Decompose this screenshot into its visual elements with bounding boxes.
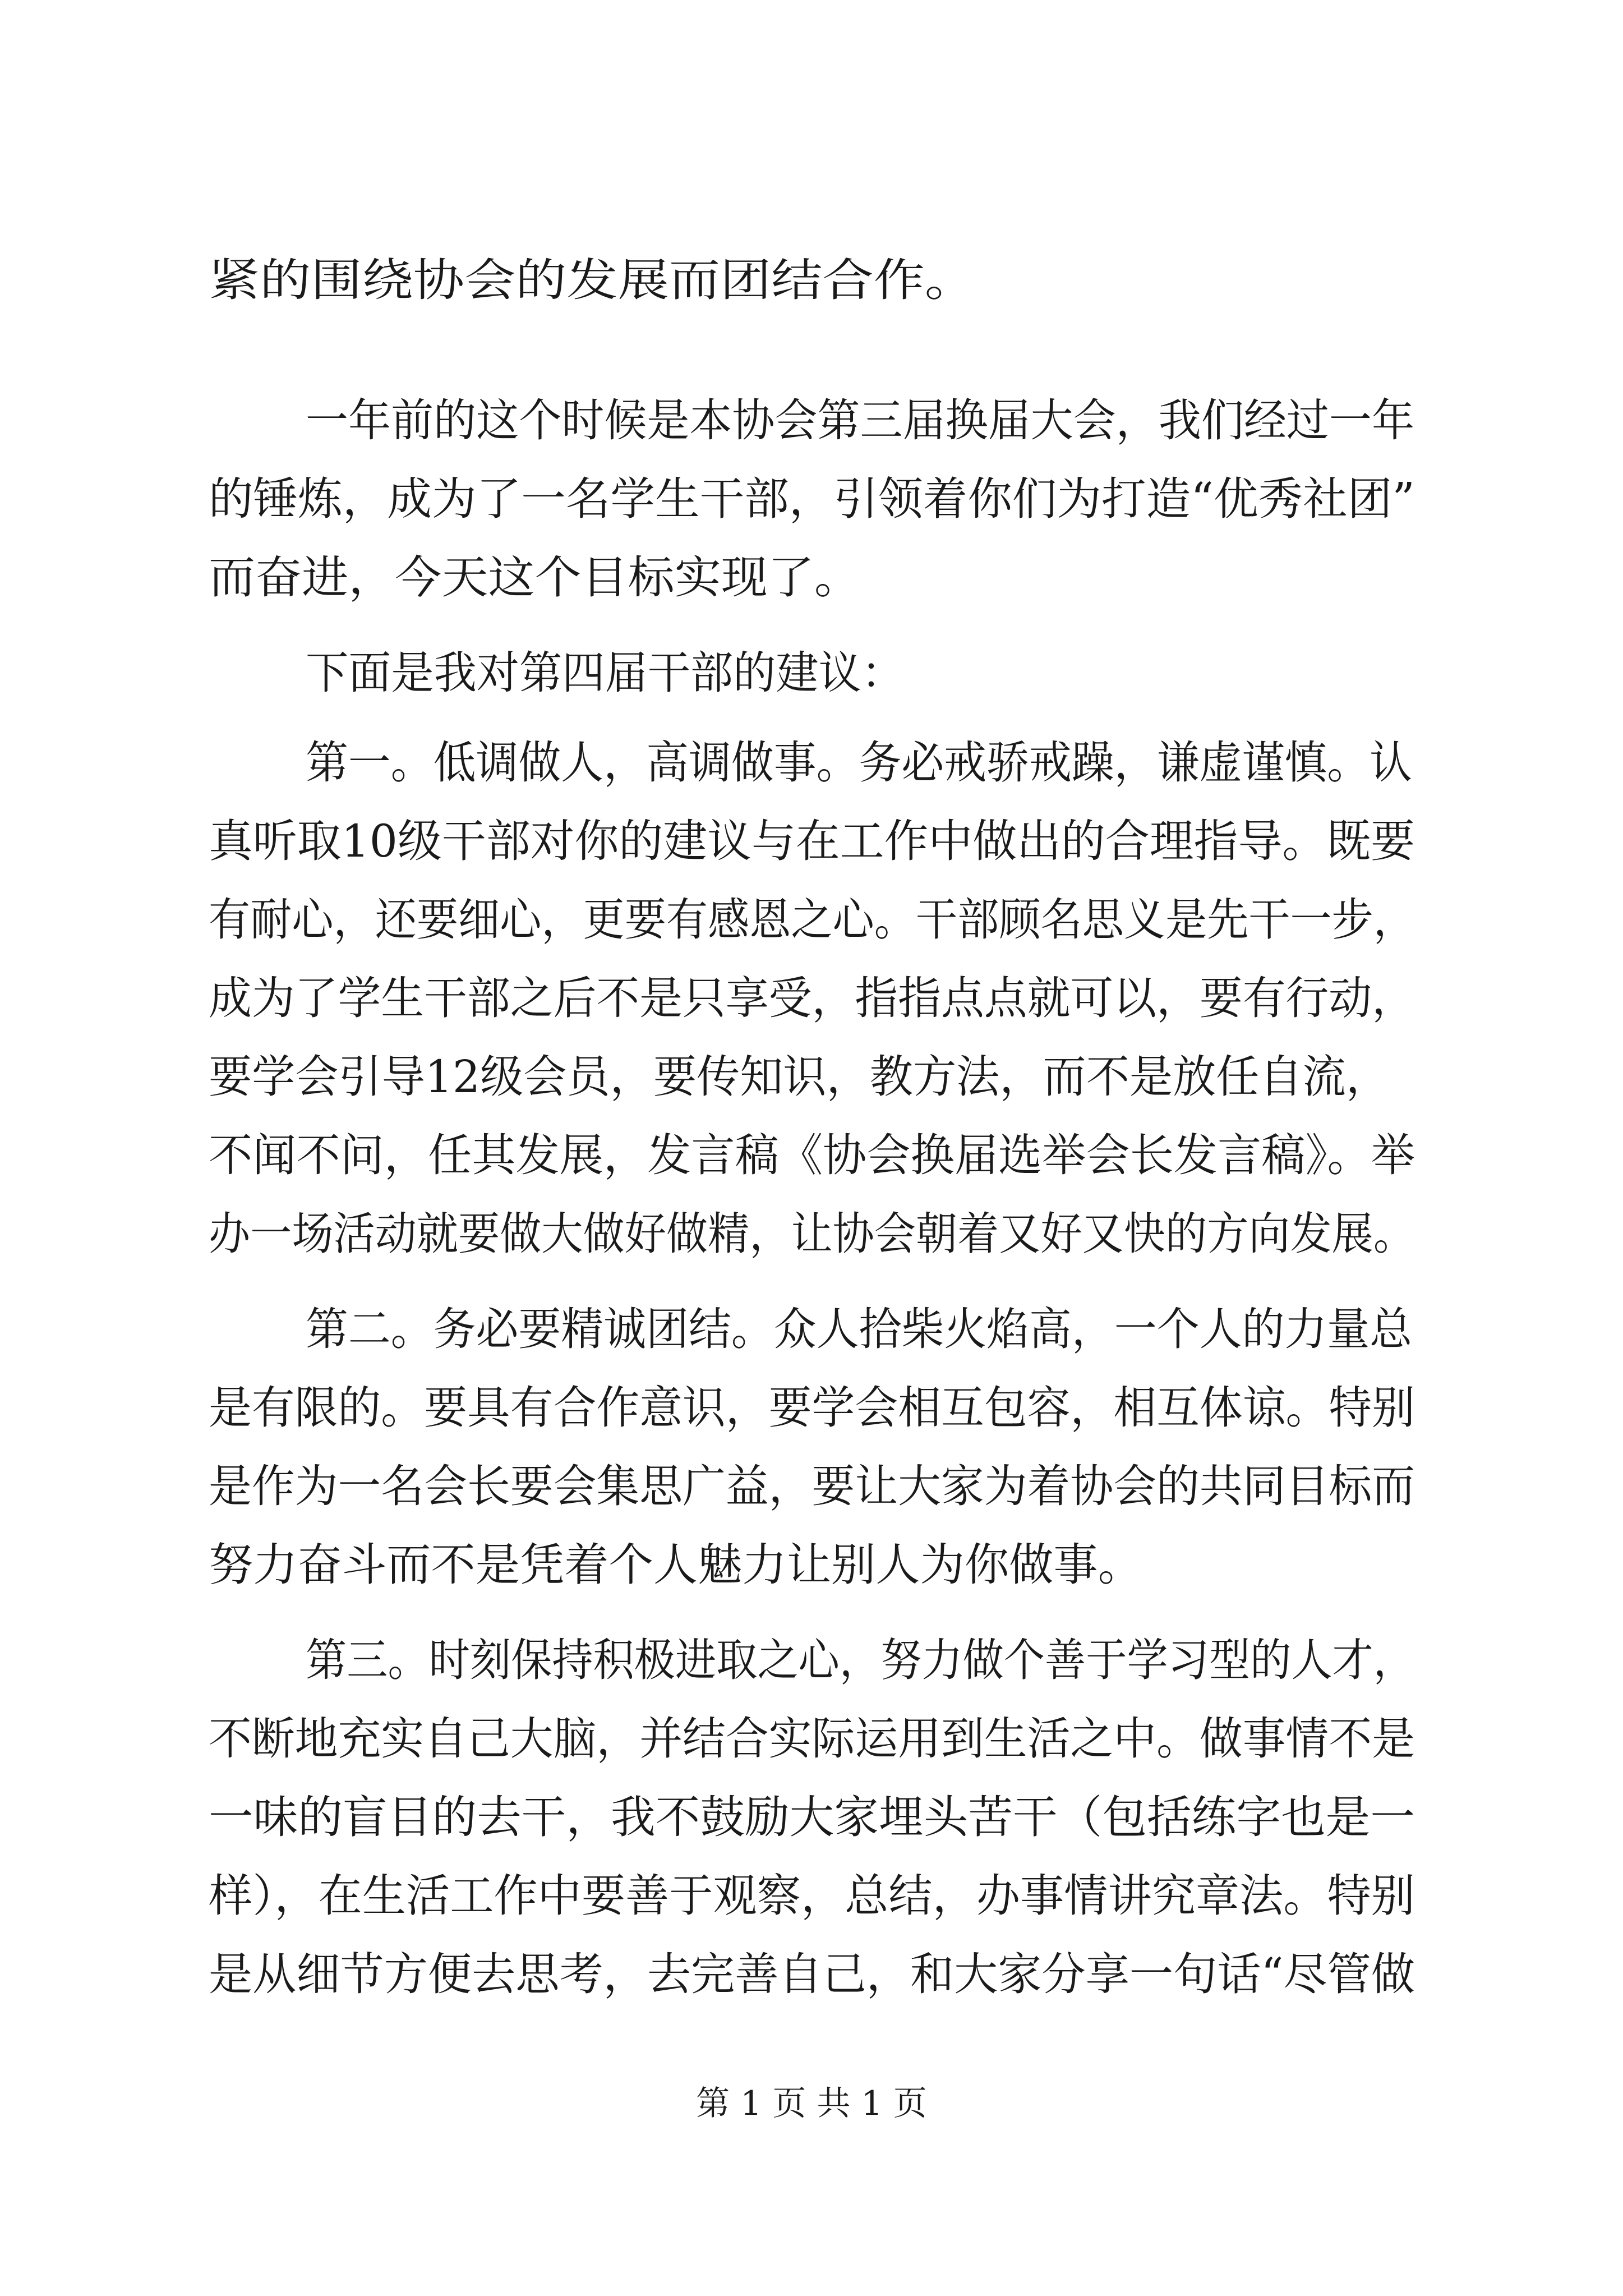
text-line-content: 努力奋斗而不是凭着个人魅力让别人为你做事。 bbox=[209, 1539, 1142, 1591]
text-line-content: 下面是我对第四届干部的建议： bbox=[306, 647, 904, 699]
text-line-content: 第一。低调做人，高调做事。务必戒骄戒躁，谦虚谨慎。认 bbox=[306, 737, 1412, 789]
text-line-content: 的锤炼，成为了一名学生干部，引领着你们为打造“优秀社团” bbox=[209, 473, 1415, 525]
text-line bbox=[0, 1526, 1623, 1604]
text-line bbox=[0, 634, 1623, 712]
text-line-content: 是有限的。要具有合作意识，要学会相互包容，相互体谅。特别 bbox=[209, 1382, 1415, 1434]
text-line bbox=[0, 724, 1623, 802]
text-line-content: 样），在生活工作中要善于观察，总结，办事情讲究章法。特别 bbox=[209, 1870, 1415, 1922]
text-line-content: 要学会引导12级会员，要传知识，教方法，而不是放任自流， bbox=[209, 1051, 1389, 1103]
text-line-content: 不断地充实自己大脑，并结合实际运用到生活之中。做事情不是 bbox=[209, 1713, 1415, 1765]
text-line-content: 真听取10级干部对你的建议与在工作中做出的合理指导。既要 bbox=[209, 815, 1415, 867]
text-line bbox=[0, 1195, 1623, 1273]
text-line-content: 是从细节方便去思考，去完善自己，和大家分享一句话“尽管做 bbox=[209, 1948, 1415, 2000]
text-line bbox=[0, 381, 1623, 460]
text-line-content: 而奋进，今天这个目标实现了。 bbox=[209, 551, 861, 604]
text-line bbox=[0, 1778, 1623, 1857]
text-line-content: 第三。时刻保持积极进取之心，努力做个善于学习型的人才， bbox=[306, 1634, 1414, 1686]
text-line bbox=[0, 1038, 1623, 1116]
text-line-content: 一年前的这个时候是本协会第三届换届大会，我们经过一年 bbox=[306, 394, 1414, 447]
text-line bbox=[0, 959, 1623, 1038]
text-line bbox=[0, 460, 1623, 539]
text-line bbox=[0, 1369, 1623, 1447]
text-line bbox=[0, 1621, 1623, 1700]
text-line-content: 一味的盲目的去干，我不鼓励大家埋头苦干（包括练字也是一 bbox=[209, 1791, 1415, 1843]
text-line bbox=[0, 1935, 1623, 2014]
text-line-content: 第二。务必要精诚团结。众人拾柴火焰高，一个人的力量总 bbox=[306, 1303, 1412, 1355]
text-line bbox=[0, 1700, 1623, 1778]
page-number: 第 1 页 共 1 页 bbox=[696, 2084, 927, 2123]
text-line bbox=[0, 241, 1623, 320]
text-line-content: 是作为一名会长要会集思广益，要让大家为着协会的共同目标而 bbox=[209, 1460, 1415, 1512]
page-footer bbox=[0, 2076, 1623, 2132]
text-line bbox=[0, 1290, 1623, 1369]
text-line bbox=[0, 539, 1623, 617]
text-line bbox=[0, 802, 1623, 881]
text-line bbox=[0, 1116, 1623, 1195]
text-line-content: 成为了学生干部之后不是只享受，指指点点就可以，要有行动， bbox=[209, 972, 1415, 1024]
text-line-content: 办一场活动就要做大做好做精，让协会朝着又好又快的方向发展。 bbox=[209, 1208, 1415, 1260]
text-line bbox=[0, 881, 1623, 959]
text-line-content: 有耐心，还要细心，更要有感恩之心。干部顾名思义是先干一步， bbox=[209, 894, 1415, 946]
text-line bbox=[0, 1857, 1623, 1935]
text-line-content: 紧的围绕协会的发展而团结合作。 bbox=[209, 254, 976, 306]
text-line bbox=[0, 1447, 1623, 1526]
text-line-content: 不闻不问，任其发展，发言稿《协会换届选举会长发言稿》。举 bbox=[209, 1129, 1415, 1181]
